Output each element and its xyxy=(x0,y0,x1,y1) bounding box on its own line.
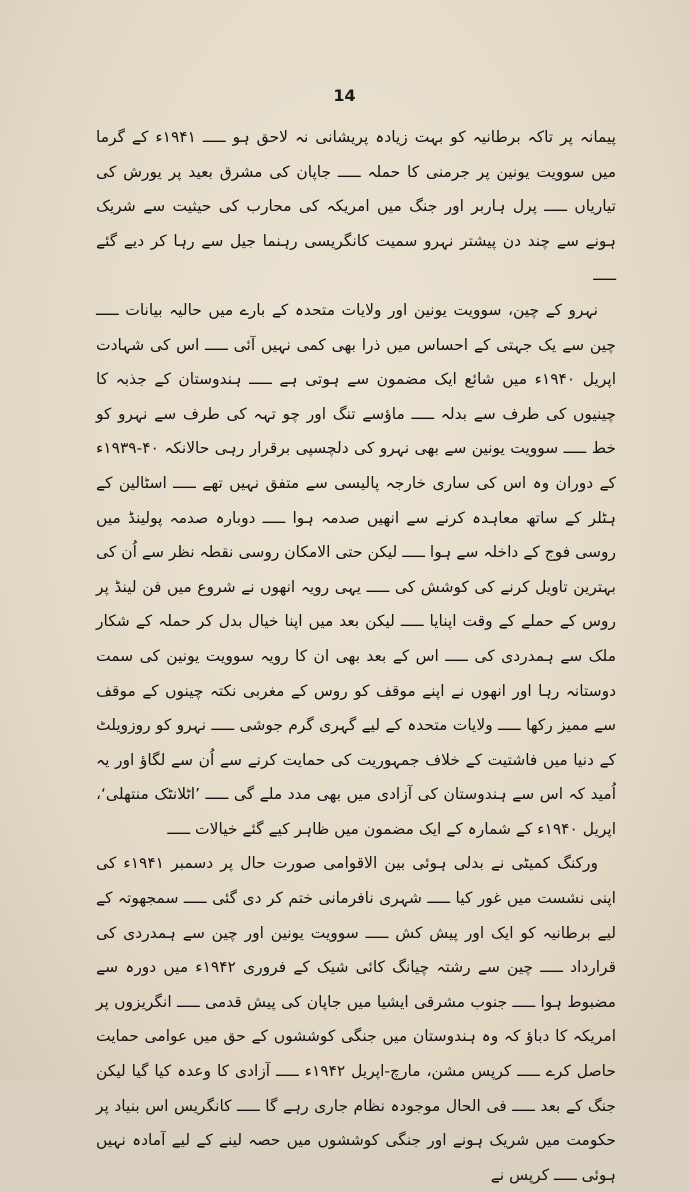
paragraph-3: ورکنگ کمیٹی نے بدلی ہوئی بین الاقوامی صورت حال پر دسمبر ۱۹۴۱ء کی اپنی نشست میں غور کیا ـــــ شہری نافرمانی ختم کر دی گئی ـــــ سمجھوتہ کے لیے برطانیہ کو ایک اور پیش کش ـــــ سوویت یونین اور چین سے ہمدردی کی قرارداد ـــــ چین سے رشتہ چیانگ کائی شیک کے فروری ۱۹۴۲ء میں دورہ سے مضبوط ہوا ـــــ جنوب مشرقی ایشیا میں جاپان کی پیش قدمی ـــــ انگریزوں پر امریکہ کا دباؤ کہ وہ ہندوستان میں جنگی کوششوں کے حق میں عوامی حمایت حاصل کرے ـــــ کرپس مشن، مارچ-اپریل ۱۹۴۲ء ـــــ آزادی کا وعدہ کیا گیا لیکن جنگ کے بعد ـــــ فی الحال موجودہ نظام جاری رہے گا ـــــ کانگریس اس بنیاد پر حکومت میں شریک ہونے اور جنگی کوششوں میں حصہ لینے کے لیے آمادہ نہیں ہوئی ـــــ کرپس نے xyxy=(96,854,616,1184)
paragraph-1: پیمانہ پر تاکہ برطانیہ کو بہت زیادہ پریشانی نہ لاحق ہو ـــــ ۱۹۴۱ء کے گرما میں سوویت یونین پر جرمنی کا حملہ ـــــ جاپان کی مشرق بعید پر یورش کی تیاریاں ـــــ پرل ہاربر اور جنگ میں امریکہ کی محارب کی حیثیت سے شریک ہونے سے چند دن پیشتر نہرو سمیت کانگریسی رہنما جیل سے رہا کر دیے گئے ـــــ xyxy=(96,128,616,285)
page-body xyxy=(96,120,616,1192)
page-number: 14 xyxy=(333,86,356,105)
paragraph-2: نہرو کے چین، سوویت یونین اور ولایات متحدہ کے بارے میں حالیہ بیانات ـــــ چین سے یک جہتی کے احساس میں ذرا بھی کمی نہیں آئی ـــــ اس کی شہادت اپریل ۱۹۴۰ء میں شائع ایک مضمون سے ہوتی ہے ـــــ ہندوستان کے جذبہ کا چینیوں کی طرف سے بدلہ ـــــ ماؤسے تنگ اور چو تہہ کی طرف سے نہرو کو خط ـــــ سوویت یونین سے بھی نہرو کی دلچسپی برقرار رہی حالانکہ ۴۰-۱۹۳۹ء کے دوران وہ اس کی ساری خارجہ پالیسی سے متفق نہیں تھے ـــــ اسٹالین کے ہٹلر کے ساتھ معاہدہ کرنے سے انھیں صدمہ ہوا ـــــ دوبارہ صدمہ پولینڈ میں روسی فوج کے داخلہ سے ہوا ـــــ لیکن حتی الامکان روسی نقطہ نظر سے اُن کی بہترین تاویل کرنے کی کوشش کی ـــــ یہی رویہ انھوں نے شروع میں فن لینڈ پر روس کے حملے کے وقت اپنایا ـــــ لیکن بعد میں اپنا خیال بدل کر حملہ کے شکار ملک سے ہمدردی کی ـــــ اس کے بعد بھی ان کا رویہ سوویت یونین کی سمت دوستانہ رہا اور انھوں نے اپنے موقف کو روس کے مغربی نکتہ چینوں کے موقف سے ممیز رکھا ـــــ ولایات متحدہ کے لیے گہری گرم جوشی ـــــ نہرو کو روزویلٹ کے دنیا میں فاشتیت کے خلاف جمہوریت کی حمایت کرنے سے اُن سے لگاؤ اور یہ اُمید کہ اس سے ہندوستان کی آزادی میں بھی مدد ملے گی ـــــ ’اٹلانٹک منتھلی‘، اپریل ۱۹۴۰ء کے شمارہ کے ایک مضمون میں ظاہر کیے گئے خیالات ـــــ xyxy=(96,300,617,838)
